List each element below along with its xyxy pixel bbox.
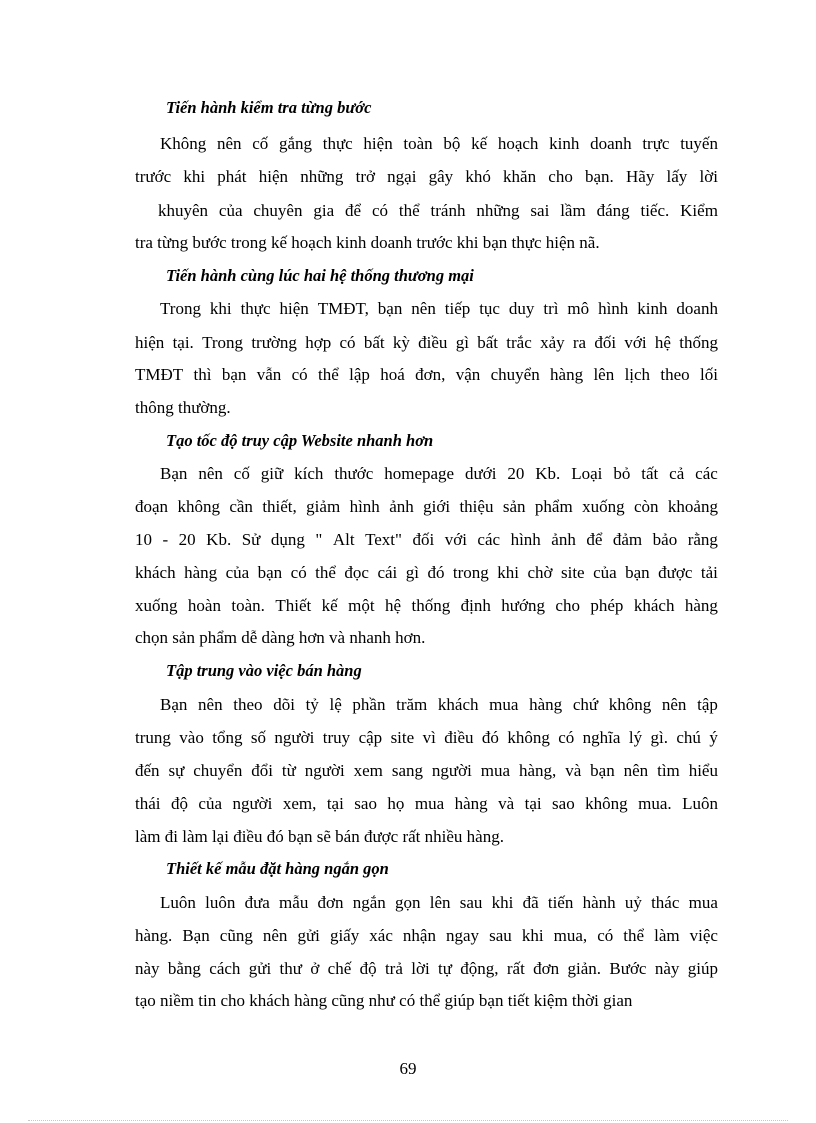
paragraph-line: đến sự chuyển đổi từ người xem sang người mua hàng, và bạn nên tìm hiểu <box>135 761 718 780</box>
page-number: 69 <box>399 1059 417 1078</box>
paragraph-line: TMĐT thì bạn vẫn có thể lập hoá đơn, vận chuyển hàng lên lịch theo lối <box>135 365 718 384</box>
paragraph-line: tra từng bước trong kế hoạch kinh doanh trước khi bạn thực hiện nã. <box>135 233 600 252</box>
paragraph-line: khuyên của chuyên gia để có thể tránh những sai lầm đáng tiếc. Kiểm <box>158 201 718 220</box>
paragraph-line: trung vào tổng số người truy cập site vì điều đó không có nghĩa lý gì. chú ý <box>135 728 718 747</box>
paragraph-line: làm đi làm lại điều đó bạn sẽ bán được rất nhiều hàng. <box>135 827 504 846</box>
paragraph-line: 10 - 20 Kb. Sử dụng " Alt Text" đối với các hình ảnh để đảm bảo rằng <box>135 530 718 549</box>
paragraph-line: thái độ của người xem, tại sao họ mua hàng và tại sao không mua. Luôn <box>135 794 718 813</box>
paragraph-line: Không nên cố gắng thực hiện toàn bộ kế hoạch kinh doanh trực tuyến <box>160 134 718 153</box>
page-bottom-divider <box>28 1120 788 1121</box>
paragraph-line: chọn sản phẩm dễ dàng hơn và nhanh hơn. <box>135 628 426 647</box>
paragraph-line: Luôn luôn đưa mẫu đơn ngắn gọn lên sau khi đã tiến hành uỷ thác mua <box>160 893 718 912</box>
paragraph-line: đoạn không cần thiết, giảm hình ảnh giới thiệu sản phẩm xuống còn khoảng <box>135 497 718 516</box>
section-heading: Tiến hành kiểm tra từng bước <box>166 98 372 117</box>
paragraph-line: xuống hoàn toàn. Thiết kế một hệ thống định hướng cho phép khách hàng <box>135 596 718 615</box>
section-heading: Tiến hành cùng lúc hai hệ thống thương mại <box>166 266 474 285</box>
paragraph-line: hiện tại. Trong trường hợp có bất kỳ điều gì bất trắc xảy ra đối với hệ thống <box>135 333 718 352</box>
paragraph-line: hàng. Bạn cũng nên gửi giấy xác nhận ngay sau khi mua, có thể làm việc <box>135 926 718 945</box>
paragraph-line: Bạn nên cố giữ kích thước homepage dưới 20 Kb. Loại bỏ tất cả các <box>160 464 718 483</box>
paragraph-line: tạo niềm tin cho khách hàng cũng như có thể giúp bạn tiết kiệm thời gian <box>135 991 633 1010</box>
section-heading: Thiết kế mẫu đặt hàng ngắn gọn <box>166 859 389 878</box>
section-heading: Tạo tốc độ truy cập Website nhanh hơn <box>166 431 434 450</box>
paragraph-line: thông thường. <box>135 398 231 417</box>
section-heading: Tập trung vào việc bán hàng <box>166 661 362 680</box>
paragraph-line: Bạn nên theo dõi tỷ lệ phần trăm khách mua hàng chứ không nên tập <box>160 695 718 714</box>
paragraph-line: trước khi phát hiện những trở ngại gây khó khăn cho bạn. Hãy lấy lời <box>135 167 718 186</box>
paragraph-line: này bằng cách gửi thư ở chế độ trả lời tự động, rất đơn giản. Bước này giúp <box>135 959 718 978</box>
paragraph-line: khách hàng của bạn có thể đọc cái gì đó trong khi chờ site của bạn được tải <box>135 563 718 582</box>
paragraph-line: Trong khi thực hiện TMĐT, bạn nên tiếp tục duy trì mô hình kinh doanh <box>160 299 718 318</box>
